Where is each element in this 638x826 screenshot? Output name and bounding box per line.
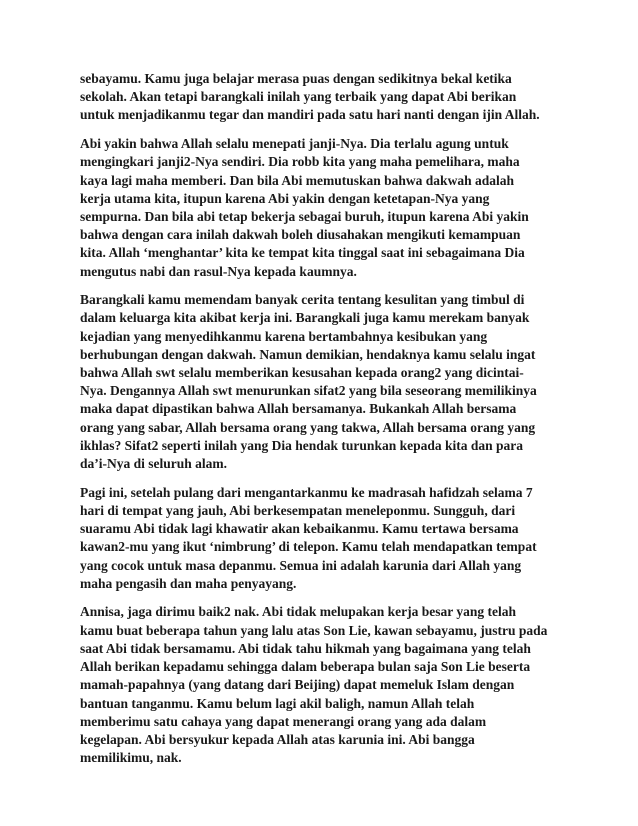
text-line: bahwa Allah swt selalu memberikan kesusahan kepada orang2 yang dicintai- — [80, 365, 524, 381]
text-line: Pagi ini, setelah pulang dari mengantarkanmu ke madrasah hafidzah selama 7 — [80, 484, 533, 500]
text-line: dalam keluarga kita akibat kerja ini. Barangkali juga kamu merekam banyak — [80, 310, 530, 326]
text-line: kamu buat beberapa tahun yang lalu atas Son Lie, kawan sebayamu, justru pada — [80, 622, 548, 638]
text-line: maka dapat dipastikan bahwa Allah bersamanya. Bukankah Allah bersama — [80, 401, 517, 417]
paragraph-3 — [80, 291, 570, 473]
text-line: yang cocok untuk masa depanmu. Semua ini adalah karunia dari Allah yang — [80, 557, 522, 573]
text-line: Nya. Dengannya Allah swt menurunkan sifat2 yang bila seseorang memilikinya — [80, 383, 537, 399]
text-line: hari di tempat yang jauh, Abi berkesempatan meneleponmu. Sungguh, dari — [80, 502, 516, 518]
text-line: mamah-papahnya (yang datang dari Beijing) dapat memeluk Islam dengan — [80, 677, 515, 693]
paragraph-4 — [80, 484, 570, 593]
text-line: maha pengasih dan maha penyayang. — [80, 575, 297, 591]
text-line: mengingkari janji2-Nya sendiri. Dia robb kita yang maha pemelihara, maha — [80, 154, 520, 170]
paragraph-1 — [80, 70, 570, 125]
text-line: kegelapan. Abi bersyukur kepada Allah atas karunia ini. Abi bangga — [80, 731, 475, 747]
text-line: kaya lagi maha memberi. Dan bila Abi memutuskan bahwa dakwah adalah — [80, 172, 514, 188]
text-line: bahwa dengan cara inilah dakwah boleh diusahakan mengikuti kemampuan — [80, 227, 521, 243]
text-line: berhubungan dengan dakwah. Namun demikian, hendaknya kamu selalu ingat — [80, 346, 536, 362]
text-line: Annisa, jaga dirimu baik2 nak. Abi tidak melupakan kerja besar yang telah — [80, 604, 516, 620]
text-line: kawan2-mu yang ikut ‘nimbrung’ di telepon. Kamu telah mendapatkan tempat — [80, 539, 537, 555]
text-line: sekolah. Akan tetapi barangkali inilah yang terbaik yang dapat Abi berikan — [80, 89, 517, 105]
text-line: orang yang sabar, Allah bersama orang yang takwa, Allah bersama orang yang — [80, 419, 536, 435]
text-line: suaramu Abi tidak lagi khawatir akan kebaikanmu. Kamu tertawa bersama — [80, 521, 519, 537]
text-line: untuk menjadikanmu tegar dan mandiri pada satu hari nanti dengan ijin Allah. — [80, 107, 540, 123]
text-line: mengutus nabi dan rasul-Nya kepada kaumnya. — [80, 263, 357, 279]
text-line: kerja utama kita, itupun karena Abi yakin dengan ketetapan-Nya yang — [80, 190, 490, 206]
document-page — [80, 70, 570, 778]
text-line: memberimu satu cahaya yang dapat menerangi orang yang ada dalam — [80, 713, 487, 729]
text-line: Barangkali kamu memendam banyak cerita tentang kesulitan yang timbul di — [80, 292, 525, 308]
paragraph-2 — [80, 135, 570, 281]
text-line: kejadian yang menyedihkanmu karena bertambahnya kesibukan yang — [80, 328, 488, 344]
text-line: ikhlas? Sifat2 seperti inilah yang Dia hendak turunkan kepada kita dan para — [80, 437, 523, 453]
text-line: kita. Allah ‘menghantar’ kita ke tempat kita tinggal saat ini sebagaimana Dia — [80, 245, 525, 261]
paragraph-5 — [80, 603, 570, 767]
text-line: saat Abi tidak bersamamu. Abi tidak tahu hikmah yang bagaimana yang telah — [80, 640, 531, 656]
text-line: Abi yakin bahwa Allah selalu menepati janji-Nya. Dia terlalu agung untuk — [80, 136, 509, 152]
text-line: da’i-Nya di seluruh alam. — [80, 456, 228, 472]
text-line: sempurna. Dan bila abi tetap bekerja sebagai buruh, itupun karena Abi yakin — [80, 208, 529, 224]
text-line: Allah berikan kepadamu sehingga dalam beberapa bulan saja Son Lie beserta — [80, 659, 531, 675]
text-line: sebayamu. Kamu juga belajar merasa puas dengan sedikitnya bekal ketika — [80, 71, 512, 86]
text-line: memilikimu, nak. — [80, 750, 182, 766]
text-line: bantuan tanganmu. Kamu belum lagi akil baligh, namun Allah telah — [80, 695, 475, 711]
